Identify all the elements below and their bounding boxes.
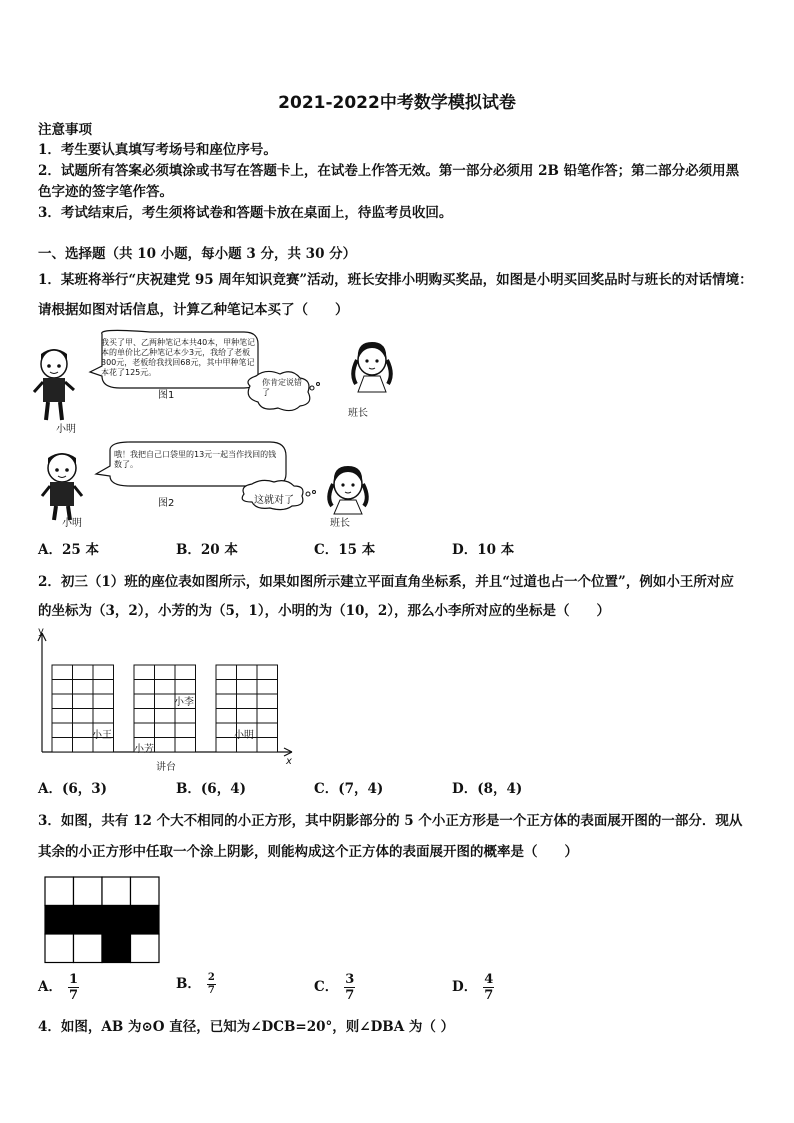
- boy-figure-icon: [42, 453, 82, 520]
- blank-square: [45, 877, 74, 906]
- option-c[interactable]: C．(7，4): [314, 781, 384, 797]
- numerator: 1: [68, 972, 79, 987]
- seat-cell: [237, 694, 258, 709]
- blank-square: [102, 877, 131, 906]
- seat-cell: [73, 694, 94, 709]
- boy-label: 小明: [56, 424, 76, 435]
- question-3-text: 其余的小正方形中任取一个涂上阴影，则能构成这个正方体的表面展开图的概率是（ ）: [38, 844, 578, 860]
- fraction: [344, 972, 355, 1003]
- seat-cell: [134, 723, 155, 738]
- option-label: A．: [38, 979, 62, 995]
- seat-cell: [216, 694, 237, 709]
- seat-label-xiaofang: 小芳: [134, 744, 154, 755]
- seat-cell: [93, 665, 114, 680]
- option-b[interactable]: B．(6，4): [176, 781, 246, 797]
- question-1-text: 请根据如图对话信息，计算乙种笔记本买了（ ）: [38, 302, 349, 318]
- seat-label-xiaoming: 小明: [234, 730, 254, 741]
- question-2-text: 的坐标为（3，2），小芳的为（5，1），小明的为（10，2），那么小李所对应的坐标是（ ）: [38, 603, 611, 619]
- seat-cell: [257, 723, 278, 738]
- option-d[interactable]: [452, 972, 494, 1003]
- option-b[interactable]: B．20 本: [176, 542, 238, 558]
- y-axis-label: y: [38, 626, 44, 637]
- option-a[interactable]: [38, 972, 79, 1003]
- seat-cell: [52, 680, 73, 695]
- seating-chart-figure: [30, 625, 300, 775]
- seat-cell: [134, 680, 155, 695]
- seat-cell: [257, 680, 278, 695]
- notice-item: 1．考生要认真填写考场号和座位序号。: [38, 142, 277, 158]
- seat-cell: [155, 738, 176, 753]
- seat-cell: [52, 694, 73, 709]
- seat-cell: [175, 709, 196, 724]
- question-2-text: 2．初三（1）班的座位表如图所示，如果如图所示建立平面直角坐标系，并且“过道也占一个位置”，例如小王所对应: [38, 574, 734, 590]
- seat-cell: [257, 694, 278, 709]
- shaded-square: [45, 906, 74, 935]
- girl-label: 班长: [348, 408, 368, 419]
- notice-item: 色字迹的签字笔作答。: [38, 184, 173, 200]
- blank-square: [45, 934, 74, 963]
- seat-cell: [93, 709, 114, 724]
- seat-cell: [52, 738, 73, 753]
- notice-heading: 注意事项: [38, 122, 92, 138]
- blank-square: [131, 934, 160, 963]
- section-heading: 一、选择题（共 10 小题，每小题 3 分，共 30 分）: [38, 246, 357, 262]
- seat-cell: [175, 723, 196, 738]
- denominator: 7: [207, 985, 215, 996]
- girl-label: 班长: [330, 518, 350, 529]
- option-d[interactable]: D．10 本: [452, 542, 515, 558]
- seat-cell: [73, 723, 94, 738]
- seat-cell: [93, 680, 114, 695]
- reply-bubble-text: 你肯定说错了: [262, 378, 302, 397]
- seat-cell: [155, 723, 176, 738]
- seat-cell: [52, 665, 73, 680]
- reply-bubble-text: 这就对了: [254, 495, 294, 506]
- cube-net-grid: [44, 876, 162, 966]
- seat-cell: [257, 738, 278, 753]
- denominator: 7: [345, 988, 355, 1003]
- blank-square: [131, 877, 160, 906]
- shaded-square: [131, 906, 160, 935]
- speech-bubble-text: 我买了甲、乙两种笔记本共40本，甲种笔记本的单价比乙种笔记本少3元，我给了老板300元，老板给我找回68元，其中甲种笔记本花了125元。: [101, 338, 256, 377]
- girl-figure-icon: [329, 466, 367, 514]
- boy-label: 小明: [62, 518, 82, 529]
- seat-cell: [134, 709, 155, 724]
- shaded-square: [74, 906, 103, 935]
- shaded-square: [102, 934, 131, 963]
- denominator: 7: [484, 988, 494, 1003]
- notice-item: 3．考试结束后，考生须将试卷和答题卡放在桌面上，待监考员收回。: [38, 205, 453, 221]
- option-label: B．: [176, 976, 201, 992]
- seat-cell: [155, 709, 176, 724]
- x-axis-label: x: [286, 756, 292, 767]
- seat-cell: [155, 665, 176, 680]
- seat-cell: [175, 665, 196, 680]
- option-c[interactable]: C．15 本: [314, 542, 376, 558]
- fraction: [68, 972, 79, 1003]
- numerator: 4: [484, 972, 494, 987]
- option-a[interactable]: A．25 本: [38, 542, 99, 558]
- seat-cell: [216, 709, 237, 724]
- seat-label-xiaoli: 小李: [174, 697, 194, 708]
- seat-cell: [216, 665, 237, 680]
- seat-block: [134, 665, 196, 752]
- numerator: 3: [345, 972, 355, 987]
- option-b[interactable]: [176, 972, 216, 997]
- seat-cell: [73, 709, 94, 724]
- seat-cell: [237, 680, 258, 695]
- seat-cell: [175, 738, 196, 753]
- question-1-text: 1．某班将举行“庆祝建党 95 周年知识竞赛”活动，班长安排小明购买奖品，如图是小明买回奖品时与班长的对话情境：: [38, 272, 753, 288]
- seat-cell: [237, 665, 258, 680]
- seat-cell: [155, 680, 176, 695]
- option-label: D．: [452, 979, 478, 995]
- seat-cell: [52, 723, 73, 738]
- fraction: [483, 972, 494, 1003]
- figure-caption: 图1: [158, 390, 175, 401]
- seat-cell: [134, 665, 155, 680]
- notice-item: 2．试题所有答案必须填涂或书写在答题卡上，在试卷上作答无效。第一部分必须用 2B 铅笔作答；第二部分必须用黑: [38, 163, 740, 179]
- seat-cell: [257, 709, 278, 724]
- blank-square: [74, 877, 103, 906]
- seat-cell: [175, 680, 196, 695]
- option-d[interactable]: D．(8，4): [452, 781, 523, 797]
- question-3-text: 3．如图，共有 12 个大不相同的小正方形，其中阴影部分的 5 个小正方形是一个正方体的表面展开图的一部分．现从: [38, 813, 743, 829]
- option-a[interactable]: A．(6，3): [38, 781, 108, 797]
- numerator: 2: [207, 972, 215, 983]
- option-c[interactable]: [314, 972, 355, 1003]
- girl-figure-icon: [353, 342, 391, 392]
- seat-cell: [216, 680, 237, 695]
- speech-bubble-text: 哦！我把自己口袋里的13元一起当作找回的钱数了。: [114, 450, 277, 469]
- option-label: C．: [314, 979, 339, 995]
- seat-cell: [73, 680, 94, 695]
- seat-cell: [237, 709, 258, 724]
- seat-cell: [73, 665, 94, 680]
- denominator: 7: [68, 988, 79, 1003]
- seat-cell: [257, 665, 278, 680]
- seat-cell: [155, 694, 176, 709]
- page-title: 2021-2022中考数学模拟试卷: [278, 93, 516, 113]
- podium-label: 讲台: [156, 762, 176, 773]
- question-4-text: 4．如图，AB 为⊙O 直径，已知为∠DCB=20°，则∠DBA 为（ ）: [38, 1019, 455, 1035]
- shaded-square: [102, 906, 131, 935]
- fraction: [207, 972, 216, 997]
- seat-cell: [134, 694, 155, 709]
- figure-caption: 图2: [158, 498, 175, 509]
- blank-square: [74, 934, 103, 963]
- seat-cell: [93, 694, 114, 709]
- seat-cell: [52, 709, 73, 724]
- seat-cell: [73, 738, 94, 753]
- seat-label-xiaowang: 小王: [92, 730, 112, 741]
- boy-figure-icon: [34, 349, 74, 420]
